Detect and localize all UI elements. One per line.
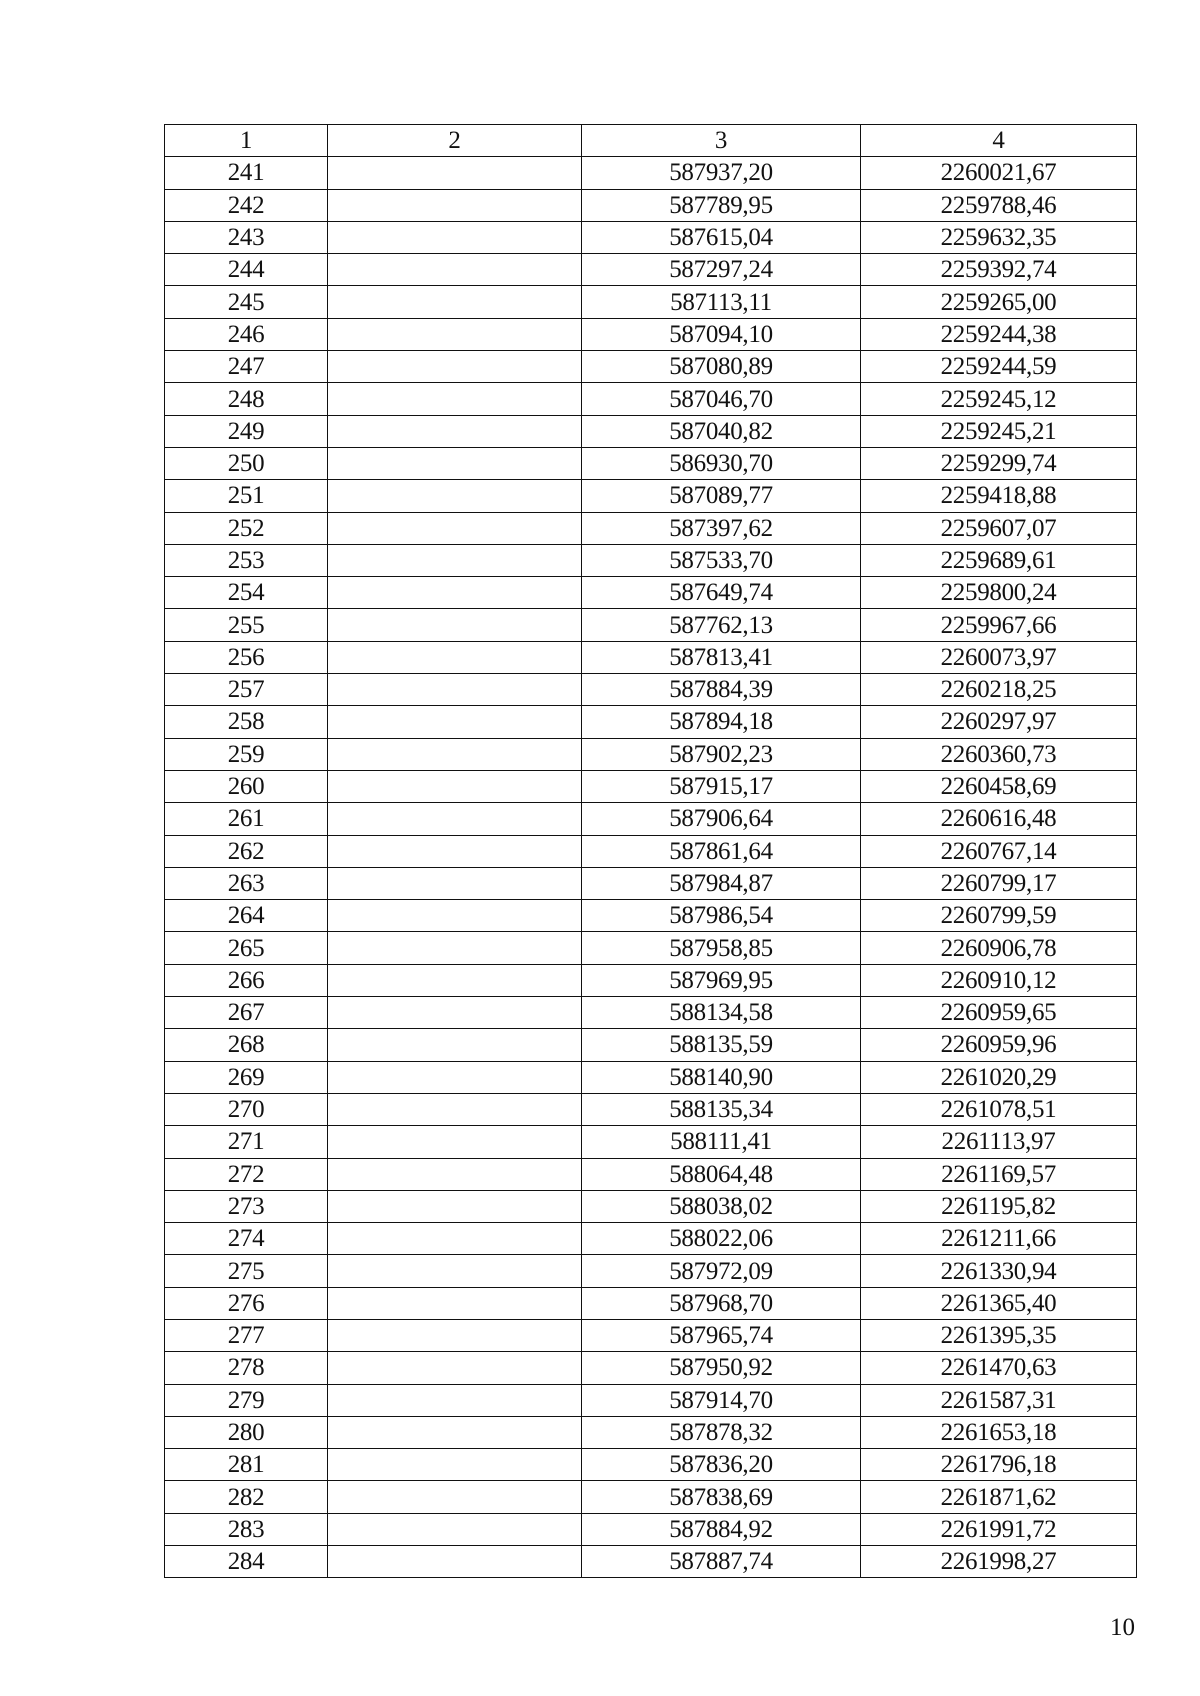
table-row <box>165 1416 1137 1448</box>
empty-cell <box>328 318 582 350</box>
y-coordinate-cell: 2261195,82 <box>861 1190 1137 1222</box>
empty-cell <box>328 1255 582 1287</box>
table-row <box>165 1061 1137 1093</box>
y-coordinate-cell: 2261365,40 <box>861 1287 1137 1319</box>
point-number-cell: 280 <box>165 1416 328 1448</box>
empty-cell <box>328 609 582 641</box>
empty-cell <box>328 706 582 738</box>
table-row <box>165 1029 1137 1061</box>
point-number-cell: 248 <box>165 383 328 415</box>
table-row <box>165 835 1137 867</box>
y-coordinate-cell: 2260799,17 <box>861 867 1137 899</box>
table-row <box>165 254 1137 286</box>
table-row <box>165 997 1137 1029</box>
y-coordinate-cell: 2260218,25 <box>861 674 1137 706</box>
empty-cell <box>328 1416 582 1448</box>
y-coordinate-cell: 2261078,51 <box>861 1093 1137 1125</box>
point-number-cell: 249 <box>165 415 328 447</box>
point-number-cell: 272 <box>165 1158 328 1190</box>
empty-cell <box>328 254 582 286</box>
x-coordinate-cell: 587397,62 <box>582 512 861 544</box>
empty-cell <box>328 803 582 835</box>
x-coordinate-cell: 587950,92 <box>582 1352 861 1384</box>
empty-cell <box>328 770 582 802</box>
x-coordinate-cell: 587972,09 <box>582 1255 861 1287</box>
x-coordinate-cell: 587902,23 <box>582 738 861 770</box>
y-coordinate-cell: 2261991,72 <box>861 1513 1137 1545</box>
x-coordinate-cell: 587089,77 <box>582 480 861 512</box>
y-coordinate-cell: 2259299,74 <box>861 447 1137 479</box>
point-number-cell: 247 <box>165 351 328 383</box>
table-row <box>165 1126 1137 1158</box>
x-coordinate-cell: 586930,70 <box>582 447 861 479</box>
y-coordinate-cell: 2260360,73 <box>861 738 1137 770</box>
y-coordinate-cell: 2260959,96 <box>861 1029 1137 1061</box>
coordinates-table <box>164 124 1137 1578</box>
table-row <box>165 738 1137 770</box>
point-number-cell: 273 <box>165 1190 328 1222</box>
point-number-cell: 265 <box>165 932 328 964</box>
x-coordinate-cell: 587986,54 <box>582 900 861 932</box>
x-coordinate-cell: 587965,74 <box>582 1319 861 1351</box>
y-coordinate-cell: 2260799,59 <box>861 900 1137 932</box>
y-coordinate-cell: 2261169,57 <box>861 1158 1137 1190</box>
table-row <box>165 1158 1137 1190</box>
point-number-cell: 276 <box>165 1287 328 1319</box>
point-number-cell: 241 <box>165 157 328 189</box>
y-coordinate-cell: 2259607,07 <box>861 512 1137 544</box>
y-coordinate-cell: 2261211,66 <box>861 1223 1137 1255</box>
x-coordinate-cell: 587762,13 <box>582 609 861 641</box>
x-coordinate-cell: 588140,90 <box>582 1061 861 1093</box>
table-row <box>165 318 1137 350</box>
empty-cell <box>328 1190 582 1222</box>
y-coordinate-cell: 2261113,97 <box>861 1126 1137 1158</box>
table-row <box>165 1255 1137 1287</box>
y-coordinate-cell: 2261587,31 <box>861 1384 1137 1416</box>
x-coordinate-cell: 587813,41 <box>582 641 861 673</box>
column-header-1: 1 <box>165 125 328 157</box>
x-coordinate-cell: 587906,64 <box>582 803 861 835</box>
table-body <box>165 157 1137 1578</box>
point-number-cell: 254 <box>165 577 328 609</box>
point-number-cell: 268 <box>165 1029 328 1061</box>
point-number-cell: 275 <box>165 1255 328 1287</box>
point-number-cell: 264 <box>165 900 328 932</box>
table-row <box>165 1319 1137 1351</box>
table-row <box>165 706 1137 738</box>
empty-cell <box>328 157 582 189</box>
y-coordinate-cell: 2259245,21 <box>861 415 1137 447</box>
x-coordinate-cell: 587046,70 <box>582 383 861 415</box>
x-coordinate-cell: 587838,69 <box>582 1481 861 1513</box>
empty-cell <box>328 1093 582 1125</box>
table-row <box>165 1352 1137 1384</box>
point-number-cell: 257 <box>165 674 328 706</box>
x-coordinate-cell: 587968,70 <box>582 1287 861 1319</box>
x-coordinate-cell: 587789,95 <box>582 189 861 221</box>
empty-cell <box>328 1513 582 1545</box>
y-coordinate-cell: 2260906,78 <box>861 932 1137 964</box>
table-row <box>165 480 1137 512</box>
table-row <box>165 1481 1137 1513</box>
point-number-cell: 251 <box>165 480 328 512</box>
column-header-3: 3 <box>582 125 861 157</box>
point-number-cell: 279 <box>165 1384 328 1416</box>
y-coordinate-cell: 2260458,69 <box>861 770 1137 802</box>
y-coordinate-cell: 2261871,62 <box>861 1481 1137 1513</box>
x-coordinate-cell: 587958,85 <box>582 932 861 964</box>
x-coordinate-cell: 587914,70 <box>582 1384 861 1416</box>
x-coordinate-cell: 587884,92 <box>582 1513 861 1545</box>
empty-cell <box>328 512 582 544</box>
empty-cell <box>328 1287 582 1319</box>
y-coordinate-cell: 2261395,35 <box>861 1319 1137 1351</box>
x-coordinate-cell: 588022,06 <box>582 1223 861 1255</box>
x-coordinate-cell: 588135,59 <box>582 1029 861 1061</box>
empty-cell <box>328 1029 582 1061</box>
point-number-cell: 246 <box>165 318 328 350</box>
table-row <box>165 1287 1137 1319</box>
page-number: 10 <box>1110 1614 1135 1641</box>
empty-cell <box>328 415 582 447</box>
table-row <box>165 641 1137 673</box>
empty-cell <box>328 674 582 706</box>
x-coordinate-cell: 587861,64 <box>582 835 861 867</box>
x-coordinate-cell: 587836,20 <box>582 1449 861 1481</box>
x-coordinate-cell: 587649,74 <box>582 577 861 609</box>
point-number-cell: 281 <box>165 1449 328 1481</box>
y-coordinate-cell: 2259244,59 <box>861 351 1137 383</box>
table-row <box>165 900 1137 932</box>
point-number-cell: 261 <box>165 803 328 835</box>
point-number-cell: 284 <box>165 1546 328 1578</box>
empty-cell <box>328 544 582 576</box>
table-row <box>165 609 1137 641</box>
empty-cell <box>328 1546 582 1578</box>
x-coordinate-cell: 587615,04 <box>582 221 861 253</box>
y-coordinate-cell: 2260616,48 <box>861 803 1137 835</box>
point-number-cell: 250 <box>165 447 328 479</box>
point-number-cell: 255 <box>165 609 328 641</box>
table-row <box>165 383 1137 415</box>
y-coordinate-cell: 2260910,12 <box>861 964 1137 996</box>
empty-cell <box>328 932 582 964</box>
table-row <box>165 770 1137 802</box>
empty-cell <box>328 480 582 512</box>
empty-cell <box>328 383 582 415</box>
table-row <box>165 1093 1137 1125</box>
y-coordinate-cell: 2259392,74 <box>861 254 1137 286</box>
empty-cell <box>328 997 582 1029</box>
y-coordinate-cell: 2261470,63 <box>861 1352 1137 1384</box>
y-coordinate-cell: 2260297,97 <box>861 706 1137 738</box>
point-number-cell: 243 <box>165 221 328 253</box>
table-row <box>165 964 1137 996</box>
table-row <box>165 577 1137 609</box>
point-number-cell: 267 <box>165 997 328 1029</box>
table-row <box>165 157 1137 189</box>
table-row <box>165 1513 1137 1545</box>
x-coordinate-cell: 587113,11 <box>582 286 861 318</box>
table-row <box>165 189 1137 221</box>
point-number-cell: 271 <box>165 1126 328 1158</box>
empty-cell <box>328 189 582 221</box>
y-coordinate-cell: 2259244,38 <box>861 318 1137 350</box>
table-row <box>165 1449 1137 1481</box>
point-number-cell: 262 <box>165 835 328 867</box>
point-number-cell: 256 <box>165 641 328 673</box>
x-coordinate-cell: 587969,95 <box>582 964 861 996</box>
empty-cell <box>328 286 582 318</box>
x-coordinate-cell: 588064,48 <box>582 1158 861 1190</box>
y-coordinate-cell: 2259418,88 <box>861 480 1137 512</box>
point-number-cell: 260 <box>165 770 328 802</box>
y-coordinate-cell: 2259689,61 <box>861 544 1137 576</box>
y-coordinate-cell: 2261330,94 <box>861 1255 1137 1287</box>
point-number-cell: 277 <box>165 1319 328 1351</box>
y-coordinate-cell: 2260767,14 <box>861 835 1137 867</box>
empty-cell <box>328 900 582 932</box>
point-number-cell: 278 <box>165 1352 328 1384</box>
point-number-cell: 269 <box>165 1061 328 1093</box>
point-number-cell: 282 <box>165 1481 328 1513</box>
empty-cell <box>328 964 582 996</box>
x-coordinate-cell: 587937,20 <box>582 157 861 189</box>
empty-cell <box>328 1352 582 1384</box>
empty-cell <box>328 641 582 673</box>
y-coordinate-cell: 2260021,67 <box>861 157 1137 189</box>
point-number-cell: 263 <box>165 867 328 899</box>
x-coordinate-cell: 588134,58 <box>582 997 861 1029</box>
x-coordinate-cell: 587533,70 <box>582 544 861 576</box>
y-coordinate-cell: 2259788,46 <box>861 189 1137 221</box>
table-row <box>165 674 1137 706</box>
point-number-cell: 259 <box>165 738 328 770</box>
table-row <box>165 932 1137 964</box>
empty-cell <box>328 221 582 253</box>
x-coordinate-cell: 587915,17 <box>582 770 861 802</box>
table-row <box>165 1384 1137 1416</box>
empty-cell <box>328 447 582 479</box>
table-row <box>165 447 1137 479</box>
x-coordinate-cell: 587297,24 <box>582 254 861 286</box>
point-number-cell: 253 <box>165 544 328 576</box>
point-number-cell: 244 <box>165 254 328 286</box>
table-row <box>165 867 1137 899</box>
x-coordinate-cell: 587984,87 <box>582 867 861 899</box>
y-coordinate-cell: 2261653,18 <box>861 1416 1137 1448</box>
table-row <box>165 415 1137 447</box>
empty-cell <box>328 1126 582 1158</box>
x-coordinate-cell: 588135,34 <box>582 1093 861 1125</box>
point-number-cell: 252 <box>165 512 328 544</box>
point-number-cell: 245 <box>165 286 328 318</box>
point-number-cell: 258 <box>165 706 328 738</box>
table-row <box>165 286 1137 318</box>
table-row <box>165 544 1137 576</box>
table-header-row <box>165 125 1137 157</box>
table-row <box>165 1546 1137 1578</box>
column-header-2: 2 <box>328 125 582 157</box>
point-number-cell: 242 <box>165 189 328 221</box>
y-coordinate-cell: 2259800,24 <box>861 577 1137 609</box>
y-coordinate-cell: 2260959,65 <box>861 997 1137 1029</box>
point-number-cell: 266 <box>165 964 328 996</box>
y-coordinate-cell: 2261020,29 <box>861 1061 1137 1093</box>
y-coordinate-cell: 2259967,66 <box>861 609 1137 641</box>
empty-cell <box>328 867 582 899</box>
y-coordinate-cell: 2261796,18 <box>861 1449 1137 1481</box>
column-header-4: 4 <box>861 125 1137 157</box>
point-number-cell: 283 <box>165 1513 328 1545</box>
empty-cell <box>328 835 582 867</box>
x-coordinate-cell: 587884,39 <box>582 674 861 706</box>
empty-cell <box>328 1061 582 1093</box>
empty-cell <box>328 577 582 609</box>
x-coordinate-cell: 587894,18 <box>582 706 861 738</box>
x-coordinate-cell: 588038,02 <box>582 1190 861 1222</box>
empty-cell <box>328 1319 582 1351</box>
table-row <box>165 512 1137 544</box>
y-coordinate-cell: 2261998,27 <box>861 1546 1137 1578</box>
y-coordinate-cell: 2259245,12 <box>861 383 1137 415</box>
empty-cell <box>328 1158 582 1190</box>
empty-cell <box>328 351 582 383</box>
x-coordinate-cell: 588111,41 <box>582 1126 861 1158</box>
y-coordinate-cell: 2260073,97 <box>861 641 1137 673</box>
x-coordinate-cell: 587878,32 <box>582 1416 861 1448</box>
x-coordinate-cell: 587094,10 <box>582 318 861 350</box>
table-row <box>165 1190 1137 1222</box>
empty-cell <box>328 1449 582 1481</box>
x-coordinate-cell: 587080,89 <box>582 351 861 383</box>
y-coordinate-cell: 2259265,00 <box>861 286 1137 318</box>
x-coordinate-cell: 587887,74 <box>582 1546 861 1578</box>
table-row <box>165 221 1137 253</box>
empty-cell <box>328 1384 582 1416</box>
point-number-cell: 274 <box>165 1223 328 1255</box>
empty-cell <box>328 1223 582 1255</box>
x-coordinate-cell: 587040,82 <box>582 415 861 447</box>
empty-cell <box>328 1481 582 1513</box>
table-row <box>165 1223 1137 1255</box>
table-row <box>165 351 1137 383</box>
y-coordinate-cell: 2259632,35 <box>861 221 1137 253</box>
empty-cell <box>328 738 582 770</box>
table-row <box>165 803 1137 835</box>
point-number-cell: 270 <box>165 1093 328 1125</box>
